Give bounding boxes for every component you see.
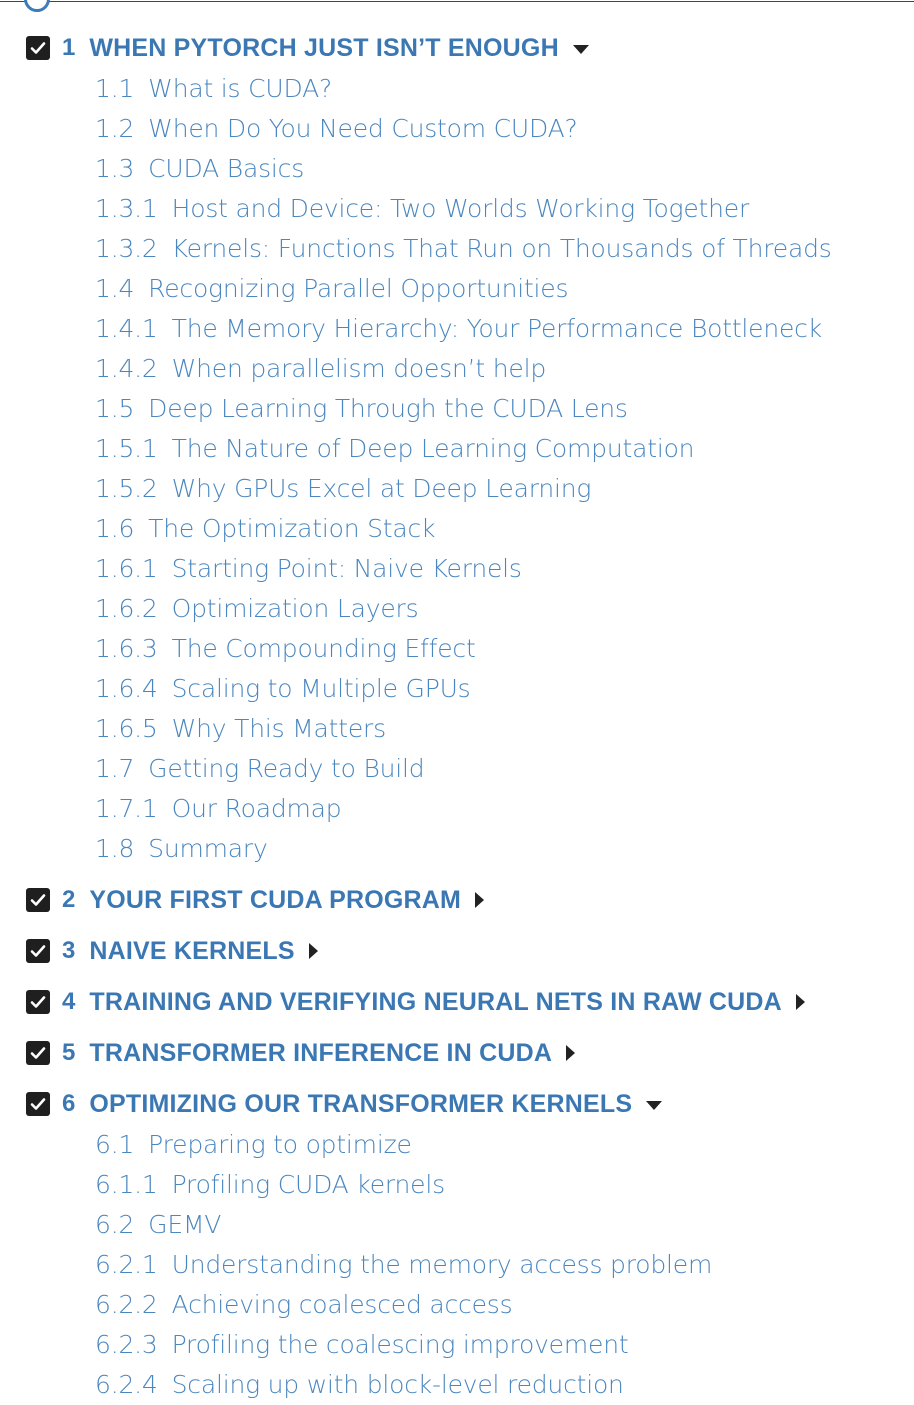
section-link[interactable] <box>0 709 914 749</box>
caret-right-icon[interactable] <box>309 943 318 959</box>
chapter-3 <box>0 931 914 971</box>
section-title: The Nature of Deep Learning Computation <box>171 434 695 463</box>
section-link[interactable] <box>0 469 914 509</box>
section-number: 1.3.2 <box>95 234 158 263</box>
section-title: Why This Matters <box>171 714 386 743</box>
section-title: The Memory Hierarchy: Your Performance Bottleneck <box>171 314 823 343</box>
section-number: 6.2.3 <box>95 1330 158 1359</box>
chapter-2 <box>0 880 914 920</box>
chapter-number: 1 <box>62 34 76 61</box>
section-link[interactable] <box>0 389 914 429</box>
section-title: Scaling to Multiple GPUs <box>171 674 471 703</box>
toc-toggle-icon[interactable] <box>24 0 50 12</box>
section-number: 1.6.5 <box>95 714 158 743</box>
section-title: Host and Device: Two Worlds Working Together <box>171 194 750 223</box>
section-number: 6.1 <box>95 1130 135 1159</box>
section-number: 1.5.2 <box>95 474 158 503</box>
section-title: Achieving coalesced access <box>171 1290 513 1319</box>
section-link[interactable] <box>0 349 914 389</box>
section-title: The Optimization Stack <box>148 514 436 543</box>
chapter-4 <box>0 982 914 1022</box>
checked-checkbox-icon[interactable] <box>26 36 50 60</box>
section-list <box>0 1125 914 1405</box>
toc-header <box>0 0 914 2</box>
checked-checkbox-icon[interactable] <box>26 1041 50 1065</box>
section-number: 1.2 <box>95 114 135 143</box>
section-title: Optimization Layers <box>171 594 419 623</box>
section-number: 6.2.2 <box>95 1290 158 1319</box>
section-link[interactable] <box>0 829 914 869</box>
section-link[interactable] <box>0 189 914 229</box>
section-title: Summary <box>148 834 268 863</box>
table-of-contents <box>0 28 914 1405</box>
section-number: 1.4.2 <box>95 354 158 383</box>
caret-right-icon[interactable] <box>796 994 805 1010</box>
section-number: 1.6.4 <box>95 674 158 703</box>
section-link[interactable] <box>0 669 914 709</box>
chapter-title-link[interactable]: TRAINING AND VERIFYING NEURAL NETS IN RAW CUDA <box>89 987 782 1016</box>
section-title: Understanding the memory access problem <box>171 1250 713 1279</box>
section-number: 6.2.4 <box>95 1370 158 1399</box>
chapter-title-link[interactable]: TRANSFORMER INFERENCE IN CUDA <box>89 1038 553 1067</box>
section-number: 6.2 <box>95 1210 135 1239</box>
chapter-title-link[interactable]: OPTIMIZING OUR TRANSFORMER KERNELS <box>89 1089 633 1118</box>
section-title: Profiling CUDA kernels <box>171 1170 445 1199</box>
section-link[interactable] <box>0 149 914 189</box>
chapter-5 <box>0 1033 914 1073</box>
section-number: 1.6.1 <box>95 554 158 583</box>
section-number: 1.7 <box>95 754 135 783</box>
checked-checkbox-icon[interactable] <box>26 939 50 963</box>
section-link[interactable] <box>0 109 914 149</box>
chapter-number: 6 <box>62 1090 76 1117</box>
section-number: 1.5 <box>95 394 135 423</box>
chapter-title-link[interactable]: NAIVE KERNELS <box>89 936 295 965</box>
section-link[interactable] <box>0 509 914 549</box>
section-link[interactable] <box>0 309 914 349</box>
chapter-number: 4 <box>62 988 76 1015</box>
section-link[interactable] <box>0 269 914 309</box>
section-link[interactable] <box>0 1325 914 1365</box>
section-title: Kernels: Functions That Run on Thousands of Threads <box>171 234 832 263</box>
section-link[interactable] <box>0 789 914 829</box>
section-title: Preparing to optimize <box>148 1130 412 1159</box>
section-link[interactable] <box>0 589 914 629</box>
section-link[interactable] <box>0 69 914 109</box>
chapter-heading[interactable] <box>0 880 914 920</box>
section-number: 1.3.1 <box>95 194 158 223</box>
section-link[interactable] <box>0 229 914 269</box>
section-title: CUDA Basics <box>148 154 305 183</box>
section-title: Getting Ready to Build <box>148 754 425 783</box>
caret-right-icon[interactable] <box>475 892 484 908</box>
caret-down-icon[interactable] <box>573 45 589 54</box>
section-number: 1.6.3 <box>95 634 158 663</box>
chapter-number: 5 <box>62 1039 76 1066</box>
section-title: When Do You Need Custom CUDA? <box>148 114 578 143</box>
section-number: 1.4.1 <box>95 314 158 343</box>
section-number: 6.2.1 <box>95 1250 158 1279</box>
chapter-spacer <box>0 869 914 880</box>
section-link[interactable] <box>0 1285 914 1325</box>
section-number: 1.4 <box>95 274 135 303</box>
chapter-number: 2 <box>62 886 76 913</box>
section-title: The Compounding Effect <box>171 634 476 663</box>
section-number: 1.1 <box>95 74 135 103</box>
chapter-heading[interactable] <box>0 1084 914 1124</box>
section-link[interactable] <box>0 1245 914 1285</box>
chapter-heading[interactable] <box>0 982 914 1022</box>
section-title: When parallelism doesn’t help <box>171 354 546 383</box>
section-link[interactable] <box>0 749 914 789</box>
section-title: Starting Point: Naive Kernels <box>171 554 522 583</box>
chapter-heading[interactable] <box>0 931 914 971</box>
section-link[interactable] <box>0 1165 914 1205</box>
section-title: Why GPUs Excel at Deep Learning <box>171 474 592 503</box>
section-number: 1.8 <box>95 834 135 863</box>
section-number: 1.7.1 <box>95 794 158 823</box>
section-number: 1.5.1 <box>95 434 158 463</box>
checked-checkbox-icon[interactable] <box>26 1092 50 1116</box>
section-link[interactable] <box>0 1365 914 1405</box>
section-link[interactable] <box>0 549 914 589</box>
section-title: Profiling the coalescing improvement <box>171 1330 629 1359</box>
chapter-title-link[interactable]: WHEN PYTORCH JUST ISN’T ENOUGH <box>89 33 559 62</box>
section-number: 1.6 <box>95 514 135 543</box>
section-title: What is CUDA? <box>148 74 333 103</box>
chapter-number: 3 <box>62 937 76 964</box>
section-link[interactable] <box>0 1205 914 1245</box>
section-number: 6.1.1 <box>95 1170 158 1199</box>
section-title: Recognizing Parallel Opportunities <box>148 274 569 303</box>
section-list <box>0 69 914 869</box>
section-number: 1.3 <box>95 154 135 183</box>
section-number: 1.6.2 <box>95 594 158 623</box>
section-link[interactable] <box>0 1125 914 1165</box>
checked-checkbox-icon[interactable] <box>26 990 50 1014</box>
caret-down-icon[interactable] <box>646 1101 662 1110</box>
section-link[interactable] <box>0 429 914 469</box>
checked-checkbox-icon[interactable] <box>26 888 50 912</box>
section-title: GEMV <box>148 1210 222 1239</box>
chapter-6 <box>0 1084 914 1405</box>
chapter-title-link[interactable]: YOUR FIRST CUDA PROGRAM <box>89 885 462 914</box>
toc-header-label <box>58 0 200 1</box>
caret-right-icon[interactable] <box>566 1045 575 1061</box>
chapter-heading[interactable] <box>0 28 914 68</box>
section-link[interactable] <box>0 629 914 669</box>
chapter-heading[interactable] <box>0 1033 914 1073</box>
section-title: Scaling up with block-level reduction <box>171 1370 624 1399</box>
section-title: Our Roadmap <box>171 794 342 823</box>
section-title: Deep Learning Through the CUDA Lens <box>148 394 628 423</box>
chapter-1 <box>0 28 914 880</box>
